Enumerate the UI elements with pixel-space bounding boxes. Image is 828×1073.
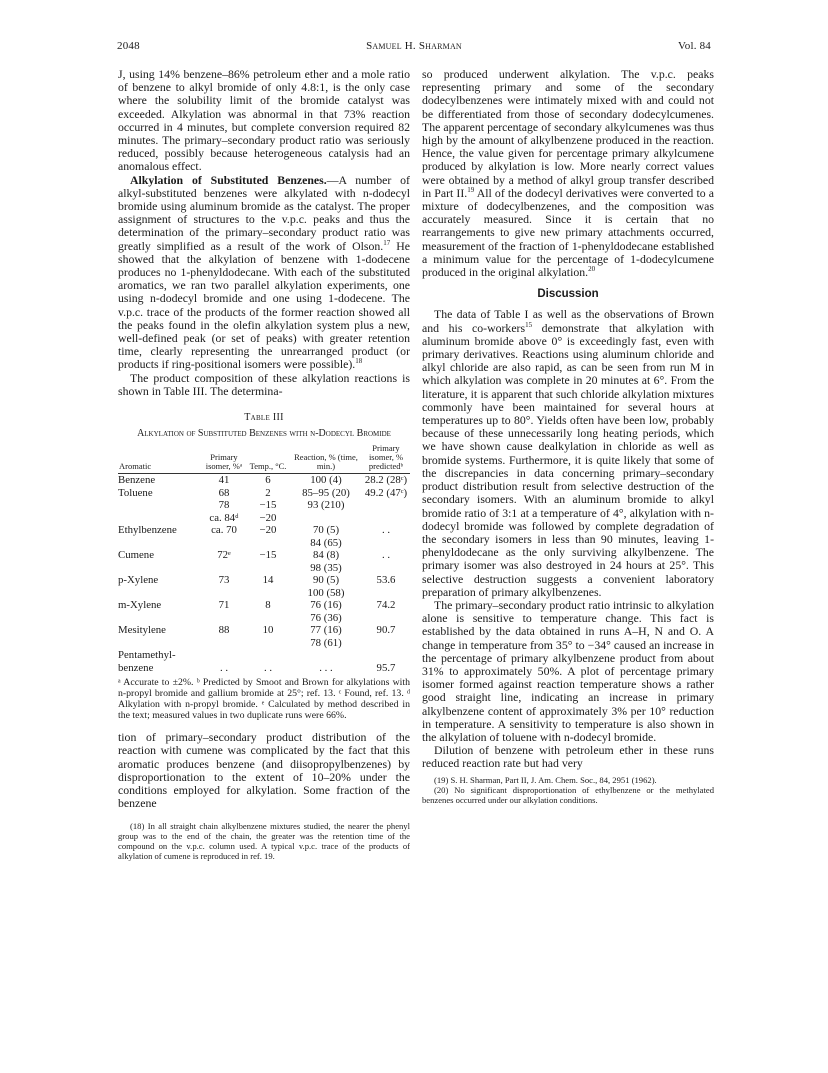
table-cell: Toluene: [118, 486, 153, 499]
table-cell: [246, 562, 290, 575]
table-cell: . .: [219, 661, 229, 674]
footnote: (18) In all straight chain alkylbenzene mixtures studied, the nearer the phenyl group was to the end of the chain, the greater was the retention time of the compound on the v.p.c. column used. A typical v.p.c. trace of the products of alkylation of cumene is reproduced in ref. 19.: [118, 820, 410, 861]
paragraph: so produced underwent alkylation. The v.p.c. peaks representing primary and some of the secondary dodecylbenzenes were intimately mixed with and could not be differentiated from those of secondary dodecylcumenes. The apparent percentage of secondary alkylcumenes was thus high by the amount of alkylbenzene produced in the reaction. Hence, the value given for percentage primary alkylcumene produced by alkylation is low. More nearly correct values were obtained by a method of alkyl group transfer described in Part II.$^{19}$ All of the dodecyl derivatives were converted to a mixture of dodecylbenzenes, and the composition was accurately measured. Since it is certain that no rearrangements to give new primary attachments occurred, measurement of the fraction of 1-phenyldodecane established a minimum value for the percentage of 1-dodecylcumene produced in the original alkylation.$^{20}$: [422, 67, 714, 280]
table-cell: p-Xylene: [118, 574, 159, 587]
table-cell: [118, 537, 202, 550]
table-row: [118, 649, 410, 662]
table-cell: 6: [265, 474, 271, 487]
table-cell: 84 (8): [312, 549, 340, 562]
table-cell: [202, 637, 246, 650]
running-header: [117, 40, 711, 56]
table-cell: . .: [381, 549, 391, 562]
table-cell: [246, 537, 290, 550]
table-cell: 73: [218, 574, 230, 587]
table-cell: 100 (58): [307, 586, 345, 599]
table-cell: 84 (65): [310, 536, 342, 549]
table-cell: Benzene: [118, 474, 156, 487]
table-row: [118, 512, 410, 525]
table-cell: −15: [259, 549, 277, 562]
column-header: Primary isomer, %ᵃ: [202, 443, 246, 474]
table-row: [118, 624, 410, 637]
footnote: (19) S. H. Sharman, Part II, J. Am. Chem. Soc., 84, 2951 (1962).: [434, 774, 657, 785]
table-cell: [246, 612, 290, 625]
table-cell: m-Xylene: [118, 599, 162, 612]
run-in-heading: Alkylation of Substituted Benzenes.: [130, 172, 327, 187]
table-cell: 41: [218, 474, 230, 487]
reference-marker: 17: [383, 238, 391, 247]
table-row: [118, 524, 410, 537]
table-cell: 76 (36): [310, 611, 342, 624]
table-cell: [246, 587, 290, 600]
paragraph: The primary–secondary product ratio intrinsic to alkylation alone is sensitive to temperature change. This fact is established by the data obtained in runs A–H, N and O. A change in temperature from 35° to −34° caused an increase in the percentage of primary alkylbenzene product from about 31% to approximately 50%. A plot of percentage primary isomer formed against reaction temperature shows a rather good straight line, indicating an increase in primary alkylbenzene content of approximately 3% per 10° reduction in temperature. A sensitivity to temperature is also shown in the alkylation of toluene with n-dodecyl bromide.: [422, 597, 714, 744]
column-header: Reaction, % (time, min.): [290, 443, 362, 474]
table-cell: [362, 612, 410, 625]
table-cell: 95.7: [376, 661, 396, 674]
table-cell: [118, 562, 202, 575]
table-row: [118, 474, 410, 487]
column-header: Primary isomer, % predictedᵇ: [362, 443, 410, 474]
table-cell: 49.2 (47ᶜ): [364, 486, 408, 499]
table-cell: [362, 562, 410, 575]
reference-marker: 20: [588, 265, 596, 274]
footnote: (20) No significant disproportionation of ethylbenzene or the methylated benzenes occurred under our alkylation conditions.: [422, 784, 714, 805]
table-cell: [202, 612, 246, 625]
table-cell: [362, 587, 410, 600]
page-number: 2048: [117, 40, 140, 52]
table-cell: 70 (5): [312, 524, 340, 537]
table-cell: [290, 649, 362, 662]
table-cell: . .: [381, 524, 391, 537]
paragraph: Dilution of benzene with petroleum ether in these runs reduced reaction rate but had very: [422, 743, 714, 771]
table-row: [118, 537, 410, 550]
right-column: [422, 68, 714, 805]
table-cell: 8: [265, 599, 271, 612]
table-cell: 76 (16): [310, 599, 342, 612]
table-cell: 10: [262, 624, 274, 637]
table-footnote: ᵃ Accurate to ±2%. ᵇ Predicted by Smoot and Brown for alkylations with n-propyl bromide and gallium bromide at 25°; ref. 13. ᶜ Found, ref. 13. ᵈ Alkylation with n-propyl bromide. ᵉ Calculated by method described in the text; measured values in two duplicate runs were 66%.: [118, 677, 410, 722]
table-cell: . .: [263, 661, 273, 674]
table-cell: 72ᵉ: [217, 549, 231, 562]
table-row: [118, 662, 410, 675]
table-cell: 85–95 (20): [302, 486, 350, 499]
table-cell: [118, 499, 202, 512]
table-row: [118, 637, 410, 650]
table-row: [118, 499, 410, 512]
table-cell: 68: [218, 486, 230, 499]
table-cell: −20: [259, 524, 277, 537]
column-header: Aromatic: [118, 443, 202, 474]
table-cell: [118, 512, 202, 525]
table-cell: Mesitylene: [118, 624, 166, 637]
table-cell: [246, 649, 290, 662]
table-cell: [362, 637, 410, 650]
table-cell: benzene: [118, 661, 154, 674]
running-author: Samuel H. Sharman: [366, 40, 462, 52]
table-cell: 100 (4): [310, 474, 342, 487]
table-row: [118, 487, 410, 500]
table-row: [118, 612, 410, 625]
table-cell: Cumene: [118, 549, 154, 562]
section-heading: Discussion: [537, 288, 599, 301]
table-cell: 53.6: [376, 574, 396, 587]
table-subtitle: Alkylation of Substituted Benzenes with n-Dodecyl Bromide: [137, 428, 391, 440]
paragraph: tion of primary–secondary product distribution of the reaction with cumene was complicated by the fact that this aromatic produces benzene (and diisopropylbenzenes) by disproportionation to the extent of 10–20% under the conditions employed for alkylation. Some fraction of the benzene: [118, 730, 410, 811]
paragraph: The product composition of these alkylation reactions is shown in Table III. The determina-: [118, 370, 410, 398]
table-cell: [202, 587, 246, 600]
table-cell: [362, 512, 410, 525]
paragraph: Alkylation of Substituted Benzenes.—A number of alkyl-substituted benzenes were alkylated with n-dodecyl bromide using aluminum bromide as the catalyst. The proper assignment of structures to the v.p.c. peaks and thus the determination of the primary–secondary product ratio was greatly simplified as a result of the work of Olson.$^{17}$ He showed that the alkylation of benzene with 1-dodecene produces no 1-phenyldodecane. With each of the substituted aromatics, we ran two parallel alkylation experiments, one using n-dodecyl bromide and one using 1-dodecene. The v.p.c. trace of the products of the former reaction showed all the peaks found in the olefin alkylation system plus a new, well-defined peak (or set of peaks) with greater retention time, clearly representing the unrearranged product (or products if ring-positional isomers were possible).$^{18}$: [118, 172, 410, 372]
table-cell: [362, 649, 410, 662]
data-table: [118, 443, 410, 674]
table-cell: [202, 537, 246, 550]
table-row: [118, 574, 410, 587]
reference-marker: 18: [355, 357, 363, 366]
table-cell: . . .: [319, 661, 333, 674]
table-cell: Ethylbenzene: [118, 524, 177, 537]
table-caption: Table III: [244, 412, 284, 424]
paragraph: The data of Table I as well as the observations of Brown and his co-workers$^{15}$ demonstrate that alkylation with aluminum bromide above 0° is exceedingly fast, even with primary derivatives. Reactions using aluminum chloride and alkyl chloride are also rapid, as can be seen from run M in which alkylation was complete in 20 minutes at 6°. From the literature, it is apparent that such chloride alkylation mixtures commonly have been maintained for several hours at temperatures up to 80°. Yields often have been low, probably because of these unnecessarily long heating periods, which we have shown cause dealkylation in chloride as well as bromide systems. Furthermore, it is quite likely that some of the discrepancies in data concerning primary–secondary product distribution result from selective destruction of the secondary isomers. With an aluminum bromide to alkyl bromide ratio of 3:1 at a temperature of 4°, alkylation with n-dodecyl bromide was followed by complete degradation of the secondary isomers in less than 90 minutes, leaving 1-phenyldodecane as the only surviving alkylbenzene. The primary isomer was also destroyed in 24 hours at 25°. This selective destruction suggests a convenient laboratory preparation of primary alkylbenzenes.: [422, 307, 714, 599]
table-cell: [118, 637, 202, 650]
table-cell: 78: [218, 499, 230, 512]
table-cell: Pentamethyl-: [118, 649, 176, 662]
table-cell: 28.2 (28ᶜ): [364, 474, 408, 487]
table-cell: [118, 587, 202, 600]
table-cell: [202, 649, 246, 662]
table-cell: 93 (210): [307, 499, 345, 512]
table-cell: [362, 499, 410, 512]
column-header: Temp., °C.: [246, 443, 290, 474]
table-cell: [290, 512, 362, 525]
volume-label: Vol. 84: [678, 40, 711, 52]
left-column: [118, 68, 410, 861]
table-cell: 90.7: [376, 624, 396, 637]
reference-marker: 19: [467, 185, 475, 194]
table-cell: [202, 562, 246, 575]
table-header-row: [118, 443, 410, 474]
table-cell: −20: [259, 511, 277, 524]
table-cell: 74.2: [376, 599, 396, 612]
table-cell: −15: [259, 499, 277, 512]
table-cell: 71: [218, 599, 230, 612]
paragraph: J, using 14% benzene–86% petroleum ether and a mole ratio of benzene to alkyl bromide of only 4.8:1, is the only case where the solubility limit of the bromide catalyst was exceeded. Alkylation was abnormal in that 73% reaction occurred in 4 minutes, but complete conversion required 82 minutes. The primary–secondary product ratio was seriously reduced, possibly because heterogeneous catalysis had an anomalous effect.: [118, 67, 410, 174]
table-cell: 2: [265, 486, 271, 499]
table-cell: [362, 537, 410, 550]
table-row: [118, 549, 410, 562]
table-cell: 78 (61): [310, 636, 342, 649]
table-cell: 90 (5): [312, 574, 340, 587]
table-row: [118, 599, 410, 612]
table-cell: 98 (35): [310, 561, 342, 574]
reference-marker: 15: [525, 320, 533, 329]
table-cell: ca. 70: [211, 524, 237, 537]
table-cell: [246, 637, 290, 650]
table-cell: 77 (16): [310, 624, 342, 637]
table-row: [118, 587, 410, 600]
table-cell: [118, 612, 202, 625]
table-cell: 14: [262, 574, 274, 587]
table-cell: ca. 84ᵈ: [209, 511, 239, 524]
table-row: [118, 562, 410, 575]
table-cell: 88: [218, 624, 230, 637]
